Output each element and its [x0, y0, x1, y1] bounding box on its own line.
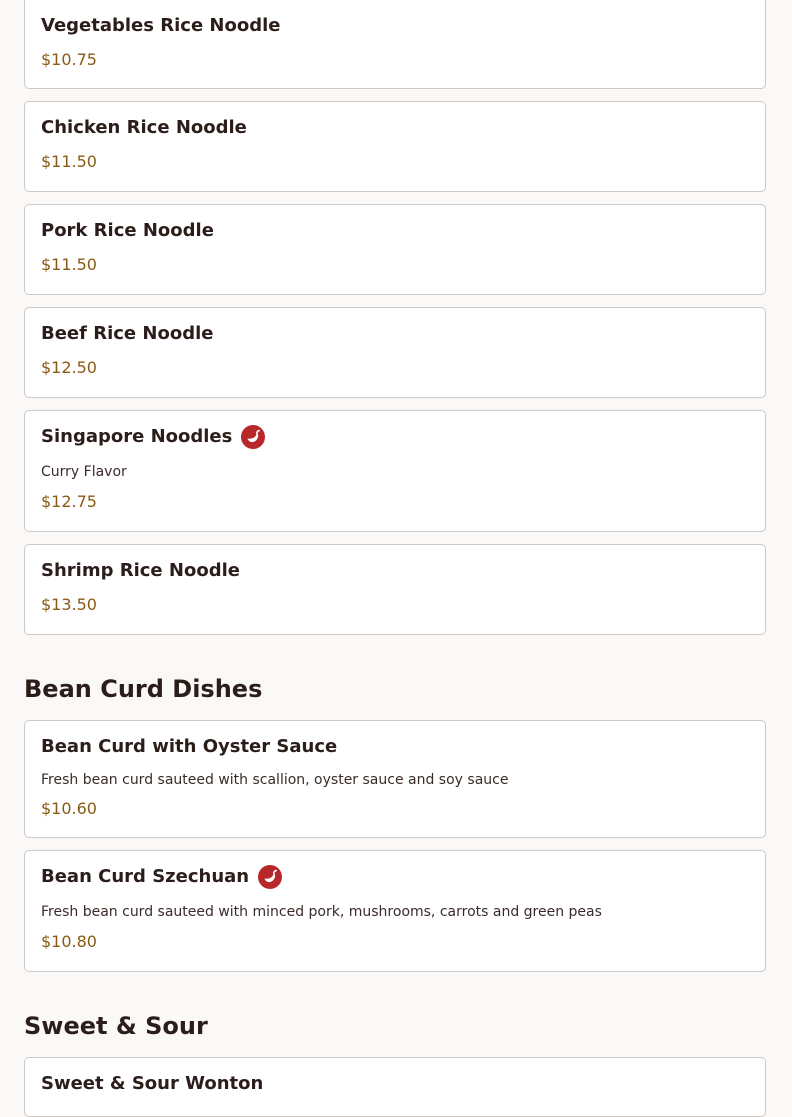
- menu-item-card[interactable]: [24, 1057, 766, 1117]
- item-name: Singapore Noodles: [41, 426, 233, 447]
- item-description: Fresh bean curd sauteed with scallion, oyster sauce and soy sauce: [41, 772, 509, 788]
- spicy-pepper-icon: [258, 865, 282, 889]
- item-description: Curry Flavor: [41, 464, 127, 480]
- item-name: Bean Curd Szechuan: [41, 866, 250, 887]
- item-price: $11.50: [41, 152, 97, 171]
- menu-item-card[interactable]: [24, 850, 766, 972]
- item-name: Vegetables Rice Noodle: [41, 15, 281, 36]
- item-name: Bean Curd with Oyster Sauce: [41, 736, 338, 757]
- item-name-row: [41, 865, 282, 889]
- menu-item-card[interactable]: [24, 544, 766, 635]
- menu-item-card[interactable]: [24, 0, 766, 89]
- item-name: Shrimp Rice Noodle: [41, 560, 240, 581]
- item-name: Chicken Rice Noodle: [41, 117, 247, 138]
- item-name: Sweet & Sour Wonton: [41, 1073, 264, 1094]
- menu-item-card[interactable]: [24, 204, 766, 295]
- item-name-row: [41, 425, 265, 449]
- menu-item-card[interactable]: [24, 307, 766, 398]
- item-name: Beef Rice Noodle: [41, 323, 214, 344]
- item-price: $12.50: [41, 358, 97, 377]
- menu-item-card[interactable]: [24, 101, 766, 192]
- spicy-pepper-icon: [241, 425, 265, 449]
- menu-item-card[interactable]: [24, 720, 766, 838]
- item-price: $10.60: [41, 799, 97, 818]
- item-name: Pork Rice Noodle: [41, 220, 214, 241]
- item-price: $11.50: [41, 255, 97, 274]
- item-price: $10.80: [41, 932, 97, 951]
- item-price: $10.75: [41, 50, 97, 69]
- section-title: Bean Curd Dishes: [24, 675, 263, 703]
- section-title: Sweet & Sour: [24, 1012, 208, 1040]
- menu-item-card[interactable]: [24, 410, 766, 532]
- item-description: Fresh bean curd sauteed with minced pork, mushrooms, carrots and green peas: [41, 904, 602, 920]
- item-price: $12.75: [41, 492, 97, 511]
- item-price: $13.50: [41, 595, 97, 614]
